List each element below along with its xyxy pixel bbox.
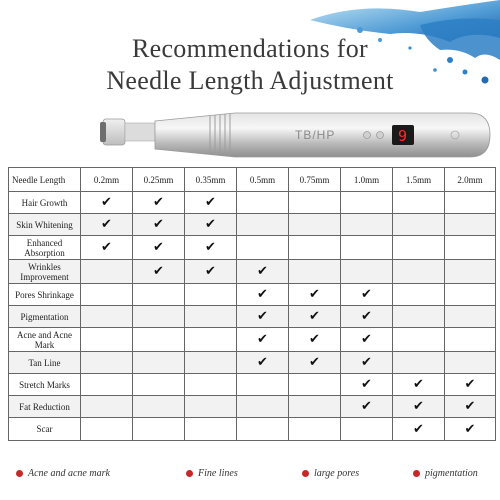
table-row [9,236,496,260]
pen-display-digit: 9 [398,127,408,145]
table-row [9,260,496,284]
check-icon: ✔ [309,287,320,302]
check-icon: ✔ [413,399,424,414]
table-row [9,214,496,236]
check-icon: ✔ [153,195,164,210]
row-label: Stretch Marks [9,374,81,396]
check-icon: ✔ [257,309,268,324]
table-header-row [9,168,496,192]
table-cell [133,260,185,284]
table-cell [81,284,133,306]
legend-label: Acne and acne mark [28,468,110,479]
table-cell [393,418,445,441]
table-cell [133,306,185,328]
check-icon: ✔ [153,217,164,232]
table-cell [393,260,445,284]
table-cell [341,418,393,441]
table-cell [445,192,496,214]
pen-brand-text: TB/HP [295,128,336,142]
header-needle-length: Needle Length [9,168,81,192]
check-icon: ✔ [309,355,320,370]
table-cell [133,352,185,374]
table-cell [133,374,185,396]
table-row [9,192,496,214]
table-cell [393,396,445,418]
table-cell [393,284,445,306]
row-label: Tan Line [9,352,81,374]
row-label: Enhanced Absorption [9,236,81,260]
table-cell [81,236,133,260]
check-icon: ✔ [101,217,112,232]
table-cell [289,192,341,214]
column-header: 0.5mm [237,168,289,192]
check-icon: ✔ [464,377,476,392]
check-icon: ✔ [205,195,216,210]
legend [0,468,500,484]
microneedle-pen-image [95,105,495,165]
table-cell [289,284,341,306]
table-cell [237,214,289,236]
table-cell [445,418,496,441]
table-cell [185,214,237,236]
table-cell [237,374,289,396]
table-row [9,352,496,374]
table-cell [289,374,341,396]
table-cell [341,236,393,260]
legend-dot-icon [302,470,309,477]
table-cell [289,418,341,441]
table-cell [393,214,445,236]
legend-dot-icon [413,470,420,477]
legend-dot-icon [186,470,193,477]
table-row [9,418,496,441]
check-icon: ✔ [361,309,372,324]
row-label: Pigmentation [9,306,81,328]
table-cell [185,396,237,418]
table-row [9,328,496,352]
table-cell [445,260,496,284]
table-cell [81,352,133,374]
legend-dot-icon [16,470,23,477]
table-cell [289,260,341,284]
check-icon: ✔ [413,421,424,437]
table-cell [133,214,185,236]
table-row [9,396,496,418]
table-cell [237,352,289,374]
table-row [9,306,496,328]
legend-item [186,468,238,479]
row-label: Wrinkles Improvement [9,260,81,284]
table-cell [185,306,237,328]
legend-item [302,468,359,479]
table-cell [237,192,289,214]
row-label: Acne and Acne Mark [9,328,81,352]
table-cell [289,328,341,352]
title-line-1: Recommendations for [131,34,369,63]
table-cell [81,214,133,236]
table-cell [393,306,445,328]
check-icon: ✔ [205,217,216,232]
table-cell [289,214,341,236]
check-icon: ✔ [257,332,268,347]
check-icon: ✔ [257,355,268,370]
table-cell [237,236,289,260]
table-cell [341,284,393,306]
table-cell [81,306,133,328]
table-cell [445,236,496,260]
table-cell [81,192,133,214]
row-label: Fat Reduction [9,396,81,418]
check-icon: ✔ [309,309,320,324]
table-cell [185,192,237,214]
table-cell [393,374,445,396]
table-cell [237,306,289,328]
table-cell [237,260,289,284]
table-cell [237,396,289,418]
table-cell [289,352,341,374]
check-icon: ✔ [101,195,112,210]
table-cell [341,192,393,214]
table-cell [393,192,445,214]
table-cell [445,284,496,306]
table-cell [341,214,393,236]
check-icon: ✔ [361,355,372,370]
table-cell [341,328,393,352]
table-cell [185,328,237,352]
table-cell [185,374,237,396]
column-header: 2.0mm [445,168,496,192]
table-cell [185,260,237,284]
table-cell [393,352,445,374]
table-cell [341,260,393,284]
check-icon: ✔ [205,264,216,279]
table-cell [133,192,185,214]
table-row [9,284,496,306]
row-label: Pores Shrinkage [9,284,81,306]
check-icon: ✔ [464,421,476,437]
table-cell [81,418,133,441]
table-cell [445,306,496,328]
legend-label: pigmentation [425,468,478,479]
column-header: 0.25mm [133,168,185,192]
table-cell [237,418,289,441]
column-header: 0.35mm [185,168,237,192]
table-cell [81,396,133,418]
check-icon: ✔ [309,332,320,347]
table-cell [445,214,496,236]
legend-item [16,468,110,479]
check-icon: ✔ [205,240,216,255]
table-cell [341,374,393,396]
legend-label: Fine lines [198,468,238,479]
table-cell [133,284,185,306]
table-cell [81,374,133,396]
column-header: 1.0mm [341,168,393,192]
check-icon: ✔ [464,399,476,414]
column-header: 0.75mm [289,168,341,192]
table-row [9,374,496,396]
table-cell [289,236,341,260]
table-cell [341,306,393,328]
check-icon: ✔ [361,332,372,347]
legend-label: large pores [314,468,360,479]
table-cell [289,396,341,418]
table-cell [185,352,237,374]
row-label: Scar [9,418,81,441]
check-icon: ✔ [361,377,372,392]
table-cell [393,236,445,260]
table-cell [133,236,185,260]
table-cell [237,284,289,306]
table-cell [237,328,289,352]
table-cell [81,328,133,352]
check-icon: ✔ [153,240,164,255]
title-line-2: Needle Length Adjustment [106,66,394,95]
table-cell [445,328,496,352]
row-label: Skin Whitening [9,214,81,236]
table-cell [341,396,393,418]
column-header: 1.5mm [393,168,445,192]
table-cell [185,284,237,306]
table-cell [133,396,185,418]
column-header: 0.2mm [81,168,133,192]
table-cell [445,352,496,374]
legend-item [413,468,478,479]
check-icon: ✔ [153,264,164,279]
check-icon: ✔ [257,287,268,302]
table-cell [341,352,393,374]
table-cell [289,306,341,328]
table-cell [445,396,496,418]
table-cell [445,374,496,396]
check-icon: ✔ [413,377,424,392]
check-icon: ✔ [101,240,112,255]
check-icon: ✔ [361,287,372,302]
check-icon: ✔ [257,264,268,279]
needle-length-table [8,167,496,441]
table-cell [133,328,185,352]
table-cell [81,260,133,284]
table-cell [393,328,445,352]
table-cell [133,418,185,441]
row-label: Hair Growth [9,192,81,214]
table-cell [185,418,237,441]
check-icon: ✔ [361,399,372,414]
table-cell [185,236,237,260]
